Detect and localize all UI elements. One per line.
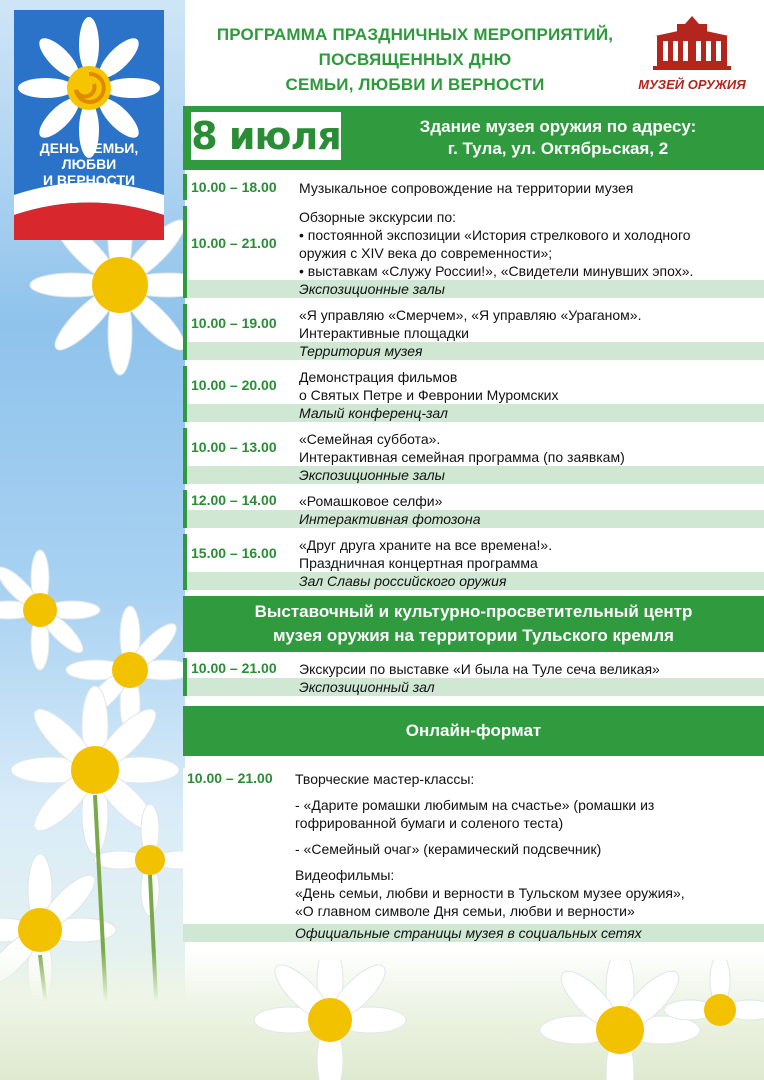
venue-address [363,116,753,160]
section-title-line: музея оружия на территории Тульского кремля [273,626,674,645]
online-intro: Творческие мастер-классы: [295,771,475,787]
event-venue: Экспозиционные залы [187,280,764,298]
event-venue: Официальные страницы музея в социальных сетях [183,924,764,942]
event-venue: Экспозиционные залы [187,466,764,484]
video-line: «О главном символе Дня семьи, любви и верности» [295,903,635,919]
online-item: гофрированной бумаги и соленого теста) [295,815,564,831]
event-row [183,428,764,484]
title-line: ПОСВЯЩЕННЫХ ДНЮ [318,50,512,69]
chamomile-logo-icon [14,10,164,240]
event-time: 10.00 – 18.00 [191,179,277,195]
event-line: оружия с XIV века до современности»; [299,245,553,261]
event-venue: Зал Славы российского оружия [187,572,764,590]
online-item: - «Дарите ромашки любимым на счастье» (ромашки из [295,797,655,813]
event-line: Демонстрация фильмов [299,369,458,385]
event-content [299,428,764,484]
event-venue: Интерактивная фотозона [187,510,764,528]
museum-logo [632,14,752,98]
holiday-logo [14,10,164,240]
address-line: Здание музея оружия по адресу: [419,117,697,136]
date-bar [183,106,764,170]
event-line: «Я управляю «Смерчем», «Я управляю «Ураганом». [299,307,642,323]
logo-text-line-2: ЛЮБВИ [61,156,117,172]
kremlin-section-header [183,596,764,652]
event-time: 15.00 – 16.00 [191,545,277,561]
event-line: • постоянной экспозиции «История стрелкового и холодного [299,227,691,243]
event-line: «Ромашковое селфи» [299,493,443,509]
event-row [183,366,764,422]
video-line: Видеофильмы: [295,867,395,883]
event-line: • выставкам «Служу России!», «Свидетели минувших эпох». [299,263,694,279]
event-venue: Территория музея [187,342,764,360]
event-line: Интерактивная семейная программа (по заявкам) [299,449,625,465]
event-time: 10.00 – 21.00 [191,235,277,251]
logo-text-line-1: ДЕНЬ СЕМЬИ, [39,140,139,156]
event-line: «Друг друга храните на все времена!». [299,537,553,553]
event-content [299,534,764,590]
event-date: 8 июля [191,114,341,158]
museum-logo-text: МУЗЕЙ ОРУЖИЯ [638,77,746,92]
event-content [295,770,764,942]
event-time: 10.00 – 19.00 [191,315,277,331]
event-line: Музыкальное сопровождение на территории музея [299,180,634,196]
online-section-header: Онлайн-формат [183,706,764,756]
event-content [299,174,764,200]
event-time: 10.00 – 13.00 [191,439,277,455]
schedule [183,174,764,942]
event-content [299,206,764,298]
event-venue: Экспозиционный зал [187,678,764,696]
event-row [183,534,764,590]
event-time: 12.00 – 14.00 [191,492,277,508]
event-time: 10.00 – 20.00 [191,377,277,393]
event-row [183,490,764,528]
date-box [191,112,341,160]
event-venue: Малый конференц-зал [187,404,764,422]
event-row [183,658,764,696]
online-event [183,768,764,942]
event-line: Интерактивные площадки [299,325,469,341]
daisy-bottom-decoration [180,960,764,1080]
title-line: ПРОГРАММА ПРАЗДНИЧНЫХ МЕРОПРИЯТИЙ, [216,25,614,44]
online-item: - «Семейный очаг» (керамический подсвечник) [295,841,602,857]
video-line: «День семьи, любви и верности в Тульском музее оружия», [295,885,685,901]
event-time: 10.00 – 21.00 [191,660,277,676]
event-content [299,658,764,696]
event-line: о Святых Петре и Февронии Муромских [299,387,559,403]
title-line: СЕМЬИ, ЛЮБВИ И ВЕРНОСТИ [285,75,545,94]
event-content [299,490,764,528]
event-line: Экскурсии по выставке «И была на Туле сеча великая» [299,661,660,677]
event-row [183,174,764,200]
event-time: 10.00 – 21.00 [187,770,273,786]
event-row [183,206,764,298]
address-line: г. Тула, ул. Октябрьская, 2 [447,139,669,158]
page-title [185,22,645,97]
event-line: Праздничная концертная программа [299,555,538,571]
event-content [299,366,764,422]
logo-text-line-3: И ВЕРНОСТИ [42,172,136,188]
daisy-decoration [0,170,190,1080]
event-row [183,304,764,360]
event-line: Обзорные экскурсии по: [299,209,457,225]
section-title-line: Выставочный и культурно-просветительный центр [254,602,693,621]
event-content [299,304,764,360]
museum-building-icon [647,14,737,70]
event-line: «Семейная суббота». [299,431,441,447]
